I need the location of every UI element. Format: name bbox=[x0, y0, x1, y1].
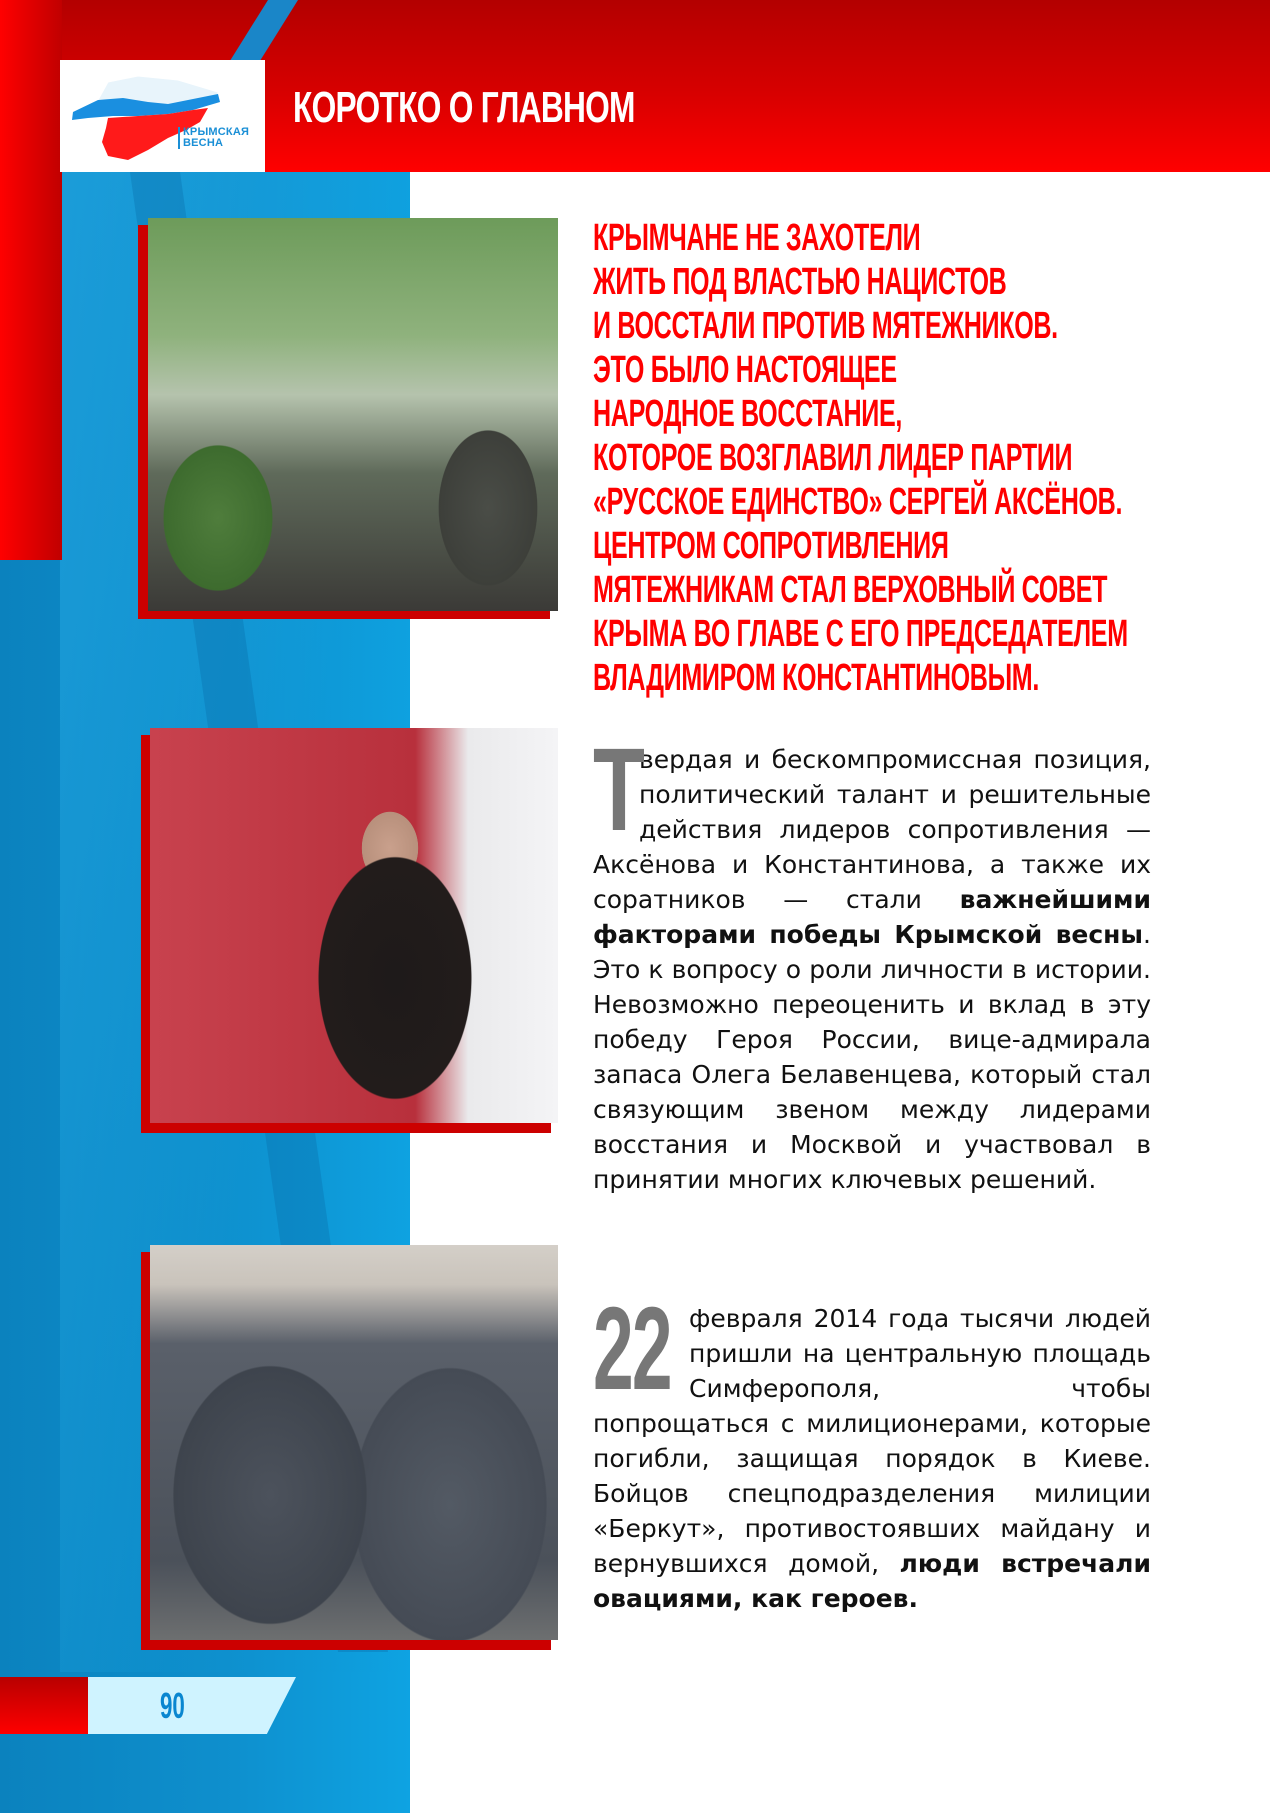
photo-2-caption bbox=[156, 1095, 558, 1117]
logo bbox=[60, 60, 265, 172]
paragraph-emphasis: люди встречали овациями, как героев. bbox=[593, 1549, 1151, 1613]
section-title: КОРОТКО О ГЛАВНОМ bbox=[293, 83, 635, 132]
page-number-red-tab bbox=[0, 1677, 88, 1734]
paragraph-emphasis: важнейшими факторами победы Крымской весны bbox=[593, 885, 1151, 949]
page-number: 90 bbox=[160, 1685, 185, 1726]
headline-line: «РУССКОЕ ЕДИНСТВО» СЕРГЕЙ АКСЁНОВ. bbox=[593, 481, 1123, 523]
headline-line: МЯТЕЖНИКАМ СТАЛ ВЕРХОВНЫЙ СОВЕТ bbox=[593, 569, 1108, 611]
paragraph-february-22 bbox=[593, 1283, 1151, 1616]
photo-1-caption bbox=[154, 583, 558, 605]
paragraph-text: февраля 2014 года тысячи людей пришли на центральную площадь Симферополя, чтобы попрощаться с милиционерами, которые погибли, защищая порядок в Киеве. Бойцов спецподразделения милиции «Беркут», противостоявших майдану и вернувшихся домой, bbox=[593, 1304, 1151, 1578]
logo-line-1: КРЫМСКАЯ bbox=[183, 126, 250, 138]
photo-3-caption bbox=[156, 1623, 497, 1634]
drop-cap: 22 bbox=[593, 1283, 671, 1415]
headline-line: ЦЕНТРОМ СОПРОТИВЛЕНИЯ bbox=[593, 525, 949, 567]
headline-line: И ВОССТАЛИ ПРОТИВ МЯТЕЖНИКОВ. bbox=[593, 305, 1058, 347]
photo-press-conference bbox=[150, 728, 558, 1123]
headline-quote bbox=[593, 216, 1213, 700]
headline-line: НАРОДНОЕ ВОССТАНИЕ, bbox=[593, 393, 902, 435]
paragraph-leaders bbox=[593, 724, 1151, 1197]
headline-line: КОТОРОЕ ВОЗГЛАВИЛ ЛИДЕР ПАРТИИ bbox=[593, 437, 1073, 479]
headline-line: ЭТО БЫЛО НАСТОЯЩЕЕ bbox=[593, 349, 897, 391]
headline-line: КРЫМА ВО ГЛАВЕ С ЕГО ПРЕДСЕДАТЕЛЕМ bbox=[593, 613, 1128, 655]
page-number-badge bbox=[88, 1677, 296, 1734]
logo-text bbox=[178, 127, 249, 149]
headline-line: ВЛАДИМИРОМ КОНСТАНТИНОВЫМ. bbox=[593, 657, 1039, 699]
headline-line: КРЫМЧАНЕ НЕ ЗАХОТЕЛИ bbox=[593, 217, 921, 259]
photo-salute-crowd bbox=[148, 218, 558, 611]
paragraph-text: . Это к вопросу о роли личности в истории. Невозможно переоценить и вклад в эту победу Героя России, вице-адмирала запаса Олега Белавенцева, который стал связующим звеном между лидерами восстания и Москвой и участвовал в принятии многих ключевых решений. bbox=[593, 920, 1151, 1194]
logo-line-2: ВЕСНА bbox=[183, 137, 224, 149]
photo-berkut-officers bbox=[150, 1245, 558, 1640]
paragraph-text: вердая и бескомпромиссная позиция, политический талант и решительные действия лидеров сопротивления — Аксёнова и Константинова, а также их соратников — стали bbox=[593, 745, 1151, 914]
headline-line: ЖИТЬ ПОД ВЛАСТЬЮ НАЦИСТОВ bbox=[593, 261, 1007, 303]
drop-cap: Т bbox=[593, 724, 645, 856]
